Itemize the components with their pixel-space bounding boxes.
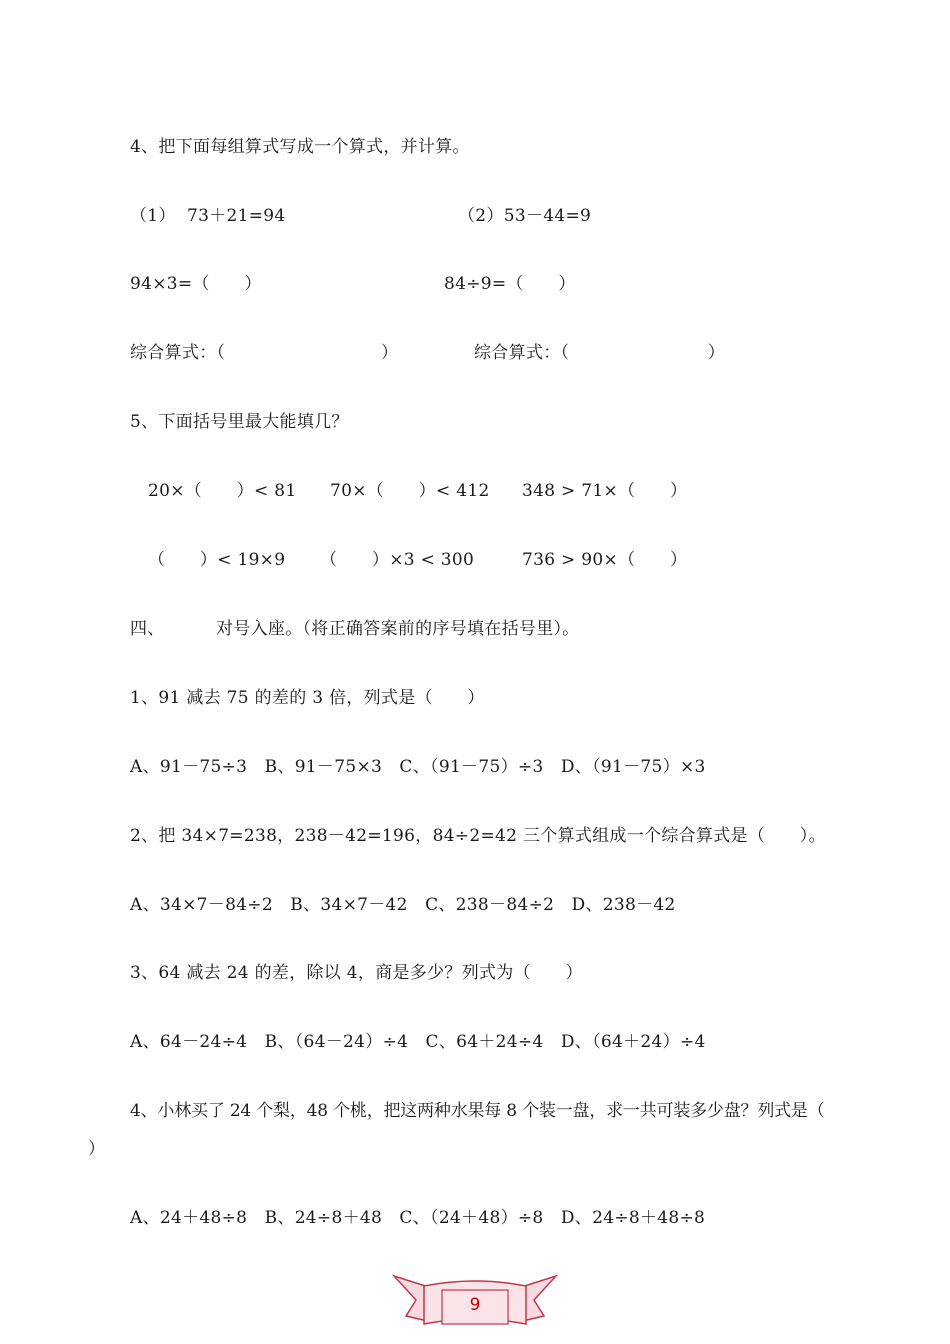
s4-question-4: 4、小林买了 24 个梨，48 个桃，把这两种水果每 8 个装一盘，求一共可装多少盘？列式是（ <box>130 1101 825 1121</box>
q4-1-label: （1） <box>130 206 176 226</box>
page-number-banner <box>392 1272 558 1332</box>
s4-question-1-options: A、91－75÷3 B、91－75×3 C、（91－75）÷3 D、（91－75）×3 <box>130 757 706 777</box>
q4-2-expression: （2）53－44=9 <box>458 206 592 226</box>
q5-item-b: 70×（ ）< 412 <box>330 481 490 501</box>
page-number: 9 <box>469 1295 481 1315</box>
s4-question-3: 3、64 减去 24 的差，除以 4，商是多少？列式为（ ） <box>130 963 583 983</box>
q4-1-combined-formula: 综合算式：（ ） <box>130 343 399 363</box>
q5-item-e: （ ）×3 < 300 <box>320 550 475 570</box>
s4-question-2: 2、把 34×7=238，238－42=196，84÷2=42 三个算式组成一个综合算式是（ ）。 <box>130 826 826 846</box>
q4-2-division: 84÷9=（ ） <box>444 274 576 294</box>
s4-question-4-options: A、24＋48÷8 B、24÷8＋48 C、（24＋48）÷8 D、24÷8＋48÷8 <box>130 1208 706 1228</box>
q5-item-c: 348 > 71×（ ） <box>522 481 688 501</box>
s4-question-1: 1、91 减去 75 的差的 3 倍，列式是（ ） <box>130 688 485 708</box>
q5-item-f: 736 > 90×（ ） <box>522 550 688 570</box>
s4-question-2-options: A、34×7－84÷2 B、34×7－42 C、238－84÷2 D、238－42 <box>130 895 676 915</box>
q5-item-a: 20×（ ）< 81 <box>148 481 297 501</box>
section-4-title: 对号入座。（将正确答案前的序号填在括号里）。 <box>216 619 580 639</box>
q5-title: 5、下面括号里最大能填几？ <box>130 412 349 432</box>
q5-item-d: （ ）< 19×9 <box>148 550 286 570</box>
q4-1-expression: 73＋21=94 <box>187 206 286 226</box>
q4-2-combined-formula: 综合算式：（ ） <box>474 343 725 363</box>
s4-question-4-continued: ） <box>88 1139 106 1159</box>
q4-title: 4、把下面每组算式写成一个算式，并计算。 <box>130 137 470 157</box>
q4-1-multiplication: 94×3=（ ） <box>130 274 262 294</box>
s4-question-3-options: A、64－24÷4 B、（64－24）÷4 C、64＋24÷4 D、（64＋24）÷4 <box>130 1032 706 1052</box>
section-4-number: 四、 <box>130 619 165 639</box>
